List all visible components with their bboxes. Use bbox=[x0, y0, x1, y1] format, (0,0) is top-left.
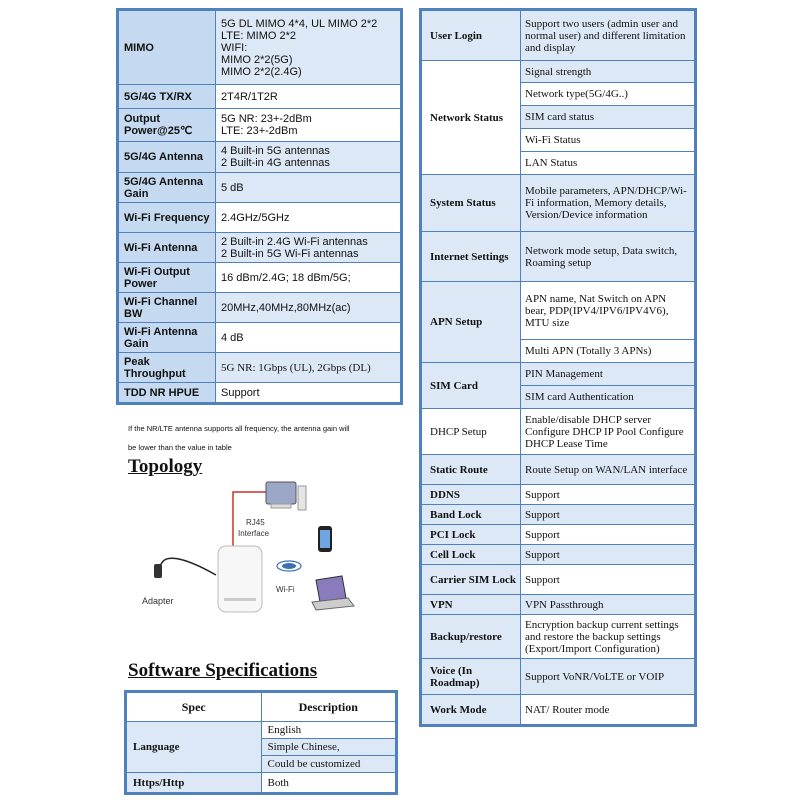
sw-value: Mobile parameters, APN/DHCP/Wi-Fi information, Memory details, Version/Device information bbox=[521, 175, 695, 232]
hw-value: 4 dB bbox=[216, 323, 401, 353]
hw-value: Support bbox=[216, 383, 401, 403]
sw-value: Enable/disable DHCP server Configure DHCP IP Pool Configure DHCP Lease Time bbox=[521, 409, 695, 455]
hw-value: 2T4R/1T2R bbox=[216, 85, 401, 109]
hw-key: Wi-Fi Frequency bbox=[119, 203, 216, 233]
sw-key: SIM Card bbox=[422, 363, 521, 409]
sw-value: Signal strength bbox=[521, 61, 695, 83]
monitor-icon bbox=[266, 482, 296, 504]
hw-value-line: 2 Built-in 4G antennas bbox=[221, 157, 330, 169]
hw-value-line: MIMO 2*2(5G) bbox=[221, 53, 293, 66]
description-header: Description bbox=[261, 693, 396, 722]
sw-key: Voice (In Roadmap) bbox=[422, 659, 521, 695]
antenna-note bbox=[128, 419, 398, 457]
topology-heading: Topology bbox=[128, 456, 203, 477]
wifi-signal-core bbox=[282, 563, 296, 569]
phone-screen bbox=[320, 530, 330, 548]
hw-value bbox=[216, 233, 401, 263]
hw-key: Wi-Fi Channel BW bbox=[119, 293, 216, 323]
sw-value: SIM card Authentication bbox=[521, 386, 695, 409]
topology-graphic bbox=[126, 480, 386, 620]
hw-value: 2.4GHz/5GHz bbox=[216, 203, 401, 233]
spec-value: Simple Chinese, bbox=[261, 739, 396, 756]
sw-key: DHCP Setup bbox=[422, 409, 521, 455]
sw-value: Support bbox=[521, 565, 695, 595]
spec-key: Https/Http bbox=[127, 773, 262, 793]
sw-value: VPN Passthrough bbox=[521, 595, 695, 615]
hw-value-line: WIFI: bbox=[221, 41, 248, 54]
sw-key: Cell Lock bbox=[422, 545, 521, 565]
adapter-cable bbox=[160, 558, 216, 575]
hw-value bbox=[216, 11, 401, 85]
hw-key: Peak Throughput bbox=[119, 353, 216, 383]
sw-key: User Login bbox=[422, 11, 521, 61]
hw-value-line: 4 Built-in 5G antennas bbox=[221, 145, 330, 157]
hw-key: 5G/4G Antenna Gain bbox=[119, 173, 216, 203]
sw-value: Support VoNR/VoLTE or VOIP bbox=[521, 659, 695, 695]
sw-value: Route Setup on WAN/LAN interface bbox=[521, 455, 695, 485]
hw-value-line: 5G DL MIMO 4*4, UL MIMO 2*2 bbox=[221, 17, 378, 30]
sw-value: Encryption backup current settings and restore the backup settings (Export/Import Configuration) bbox=[521, 615, 695, 659]
software-feature-table bbox=[421, 10, 695, 725]
sw-value: Network mode setup, Data switch, Roaming setup bbox=[521, 232, 695, 282]
hw-key: Wi-Fi Antenna Gain bbox=[119, 323, 216, 353]
spec-key: Language bbox=[127, 722, 262, 773]
sw-value: Support bbox=[521, 525, 695, 545]
sw-key: DDNS bbox=[422, 485, 521, 505]
sw-value: Network type(5G/4G..) bbox=[521, 83, 695, 106]
software-spec-heading: Software Specifications bbox=[128, 660, 318, 681]
hw-value-line: MIMO 2*2(2.4G) bbox=[221, 65, 302, 78]
hw-value bbox=[216, 142, 401, 173]
interface-label: Interface bbox=[238, 529, 270, 538]
sw-key: APN Setup bbox=[422, 282, 521, 363]
spec-value: Both bbox=[261, 773, 396, 793]
sw-value: PIN Management bbox=[521, 363, 695, 386]
hw-value-line: 2 Built-in 2.4G Wi-Fi antennas bbox=[221, 235, 368, 248]
sw-value: SIM card status bbox=[521, 106, 695, 129]
hw-value: 5G NR: 1Gbps (UL), 2Gbps (DL) bbox=[216, 353, 401, 383]
laptop-base bbox=[312, 598, 354, 610]
sw-key: Backup/restore bbox=[422, 615, 521, 659]
spec-header: Spec bbox=[127, 693, 262, 722]
sw-key: Band Lock bbox=[422, 505, 521, 525]
spec-value: English bbox=[261, 722, 396, 739]
hw-value-line: LTE: 23+-2dBm bbox=[221, 125, 298, 137]
sw-value: APN name, Nat Switch on APN bear, PDP(IPV4/IPV6/IPV4V6), MTU size bbox=[521, 282, 695, 340]
router-icon bbox=[218, 546, 262, 612]
sw-key: Work Mode bbox=[422, 695, 521, 725]
hw-value: 16 dBm/2.4G; 18 dBm/5G; bbox=[216, 263, 401, 293]
sw-value: Support bbox=[521, 505, 695, 525]
hw-value bbox=[216, 109, 401, 142]
spec-value: Could be customized bbox=[261, 756, 396, 773]
sw-key: PCI Lock bbox=[422, 525, 521, 545]
adapter-icon bbox=[154, 564, 162, 578]
sw-key: Static Route bbox=[422, 455, 521, 485]
hw-key: Wi-Fi Output Power bbox=[119, 263, 216, 293]
hw-key: Output Power@25℃ bbox=[119, 109, 216, 142]
sw-value: Support bbox=[521, 485, 695, 505]
note-line: be lower than the value in table bbox=[128, 443, 232, 452]
hw-value-line: 5G NR: 23+-2dBm bbox=[221, 113, 312, 125]
hw-key: Wi-Fi Antenna bbox=[119, 233, 216, 263]
hardware-spec-table bbox=[118, 10, 401, 403]
hw-key: 5G/4G Antenna bbox=[119, 142, 216, 173]
hw-value: 5 dB bbox=[216, 173, 401, 203]
hw-key: MIMO bbox=[119, 11, 216, 85]
sw-key: Internet Settings bbox=[422, 232, 521, 282]
sw-key: VPN bbox=[422, 595, 521, 615]
hw-value-line: 2 Built-in 5G Wi-Fi antennas bbox=[221, 247, 359, 260]
sw-key: Network Status bbox=[422, 61, 521, 175]
sw-value: NAT/ Router mode bbox=[521, 695, 695, 725]
topology-diagram bbox=[126, 480, 386, 620]
sw-value: Support two users (admin user and normal user) and different limitation and display bbox=[521, 11, 695, 61]
hw-value: 20MHz,40MHz,80MHz(ac) bbox=[216, 293, 401, 323]
laptop-icon bbox=[316, 576, 346, 602]
pc-tower-icon bbox=[298, 486, 306, 510]
sw-key: Carrier SIM Lock bbox=[422, 565, 521, 595]
sw-value: Multi APN (Totally 3 APNs) bbox=[521, 340, 695, 363]
sw-value: LAN Status bbox=[521, 152, 695, 175]
router-leds bbox=[224, 598, 256, 601]
language-spec-table bbox=[126, 692, 396, 793]
keyboard-icon bbox=[271, 504, 291, 508]
adapter-label: Adapter bbox=[142, 596, 174, 606]
sw-value: Wi-Fi Status bbox=[521, 129, 695, 152]
hw-value-line: LTE: MIMO 2*2 bbox=[221, 29, 296, 42]
sw-value: Support bbox=[521, 545, 695, 565]
hw-key: TDD NR HPUE bbox=[119, 383, 216, 403]
hw-key: 5G/4G TX/RX bbox=[119, 85, 216, 109]
rj45-label: RJ45 bbox=[246, 518, 265, 527]
note-line: If the NR/LTE antenna supports all frequency, the antenna gain will bbox=[128, 424, 350, 433]
sw-key: System Status bbox=[422, 175, 521, 232]
wifi-label: Wi-Fi bbox=[276, 585, 295, 594]
